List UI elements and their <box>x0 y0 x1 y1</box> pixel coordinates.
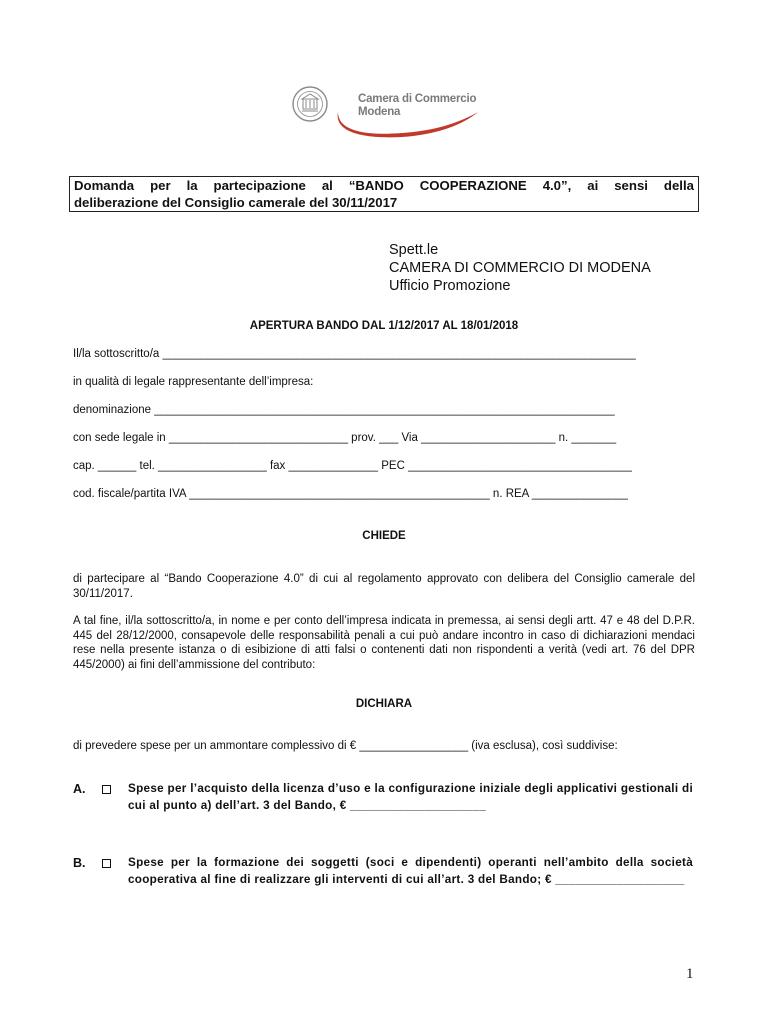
registered-office-field: con sede legale in ____________________________ prov. ___ Via _____________________ n. _______ <box>73 432 617 444</box>
title-word: partecipazione <box>213 178 306 193</box>
document-title-line-2: deliberazione del Consiglio camerale del 30/11/2017 <box>74 194 398 210</box>
title-word: al <box>321 178 333 193</box>
chamber-logo-text <box>358 93 476 119</box>
contacts-field: cap. ______ tel. _________________ fax ______________ PEC ___________________________________ <box>73 460 632 472</box>
logo-line-2: Modena <box>358 106 401 118</box>
legal-rep-label: in qualità di legale rappresentante dell’impresa: <box>73 376 314 388</box>
chamber-seal-logo <box>292 86 328 122</box>
title-word: la <box>186 178 198 193</box>
undersigned-field: Il/la sottoscritto/a __________________________________________________________________________ <box>73 348 636 360</box>
document-title-box <box>69 176 699 212</box>
recipient-office: Ufficio Promozione <box>389 278 511 294</box>
title-word: ai <box>587 178 599 193</box>
fiscal-code-field: cod. fiscale/partita IVA _______________________________________________ n. REA _______________ <box>73 488 628 500</box>
title-word: della <box>663 178 694 193</box>
title-word: 4.0”, <box>542 178 572 193</box>
item-a-text: Spese per l’acquisto della licenza d’uso e la configurazione iniziale degli applicativi gestionali di cui al punto a) dell’art. 3 del Bando, € ____________________ <box>128 782 693 812</box>
item-a-checkbox[interactable] <box>102 785 111 794</box>
recipient-name: CAMERA DI COMMERCIO DI MODENA <box>389 260 651 276</box>
chiede-paragraph-2: A tal fine, il/la sottoscritto/a, in nome e per conto dell’impresa indicata in premessa, ai sensi degli artt. 47 e 48 del D.P.R. 445 del 28/12/2000, consapevole delle responsabilità penali a cui può andare incontro in caso di dichiarazioni mendaci rese nella presente istanza o di esibizione di atti falsi o contenenti dati non rispondenti a verità (vedi art. 76 del DPR 445/2000) ai fini dell’ammissione del contributo: <box>73 615 695 671</box>
document-title-line-1 <box>74 178 694 195</box>
item-a-letter: A. <box>73 782 86 796</box>
title-word: Domanda <box>74 178 135 193</box>
chiede-paragraph-1: di partecipare al “Bando Cooperazione 4.0” di cui al regolamento approvato con delibera del Consiglio camerale del 30/11/2017. <box>73 573 695 600</box>
dichiara-heading: DICHIARA <box>355 698 413 710</box>
page-number: 1 <box>686 966 694 982</box>
item-b-checkbox[interactable] <box>102 859 111 868</box>
title-word: “BANDO <box>348 178 404 193</box>
title-word: COOPERAZIONE <box>419 178 527 193</box>
recipient-salutation: Spett.le <box>389 242 439 258</box>
item-b-letter: B. <box>73 856 86 870</box>
company-name-field: denominazione ________________________________________________________________________ <box>73 404 615 416</box>
total-expense-line: di prevedere spese per un ammontare complessivo di € _________________ (iva esclusa), così suddivise: <box>73 740 618 752</box>
item-b-text: Spese per la formazione dei soggetti (soci e dipendenti) operanti nell’ambito della società cooperativa al fine di realizzare gli interventi di cui all’art. 3 del Bando; € ___________________ <box>128 856 693 886</box>
title-word: sensi <box>614 178 648 193</box>
logo-line-1: Camera di Commercio <box>358 93 477 105</box>
chiede-heading: CHIEDE <box>362 530 406 542</box>
title-word: per <box>150 178 171 193</box>
call-opening-dates: APERTURA BANDO DAL 1/12/2017 AL 18/01/2018 <box>249 320 519 332</box>
